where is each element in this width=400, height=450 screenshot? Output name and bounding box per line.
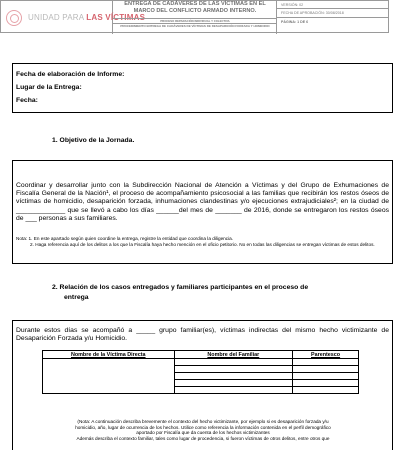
objective-note-1: Nota: 1. En este apartado según quien coordine la entrega, registre la entidad que coordina la diligencia. [16,236,234,241]
objective-paragraph: Coordinar y desarrollar junto con la Subdirección Nacional de Atención a Víctimas y del Grupo de Exhumaciones de Fiscalía General de la Nación¹, el proceso de acompañamiento psicosocial a las familias que recibirán los restos óseos de víctimas de homicidio, desaparición forzada, inhumaciones clandestinas y/o ejecuciones extrajudiciales²; en la ciudad de _____________ que se llevó a cabo los días ______del mes de _______ de 2016, donde se entregaron los restos óseos de ___ personas a sus familiares. [16,182,389,222]
objective-note-2: 2. Haga referencia aquí de los delitos a los que la Fiscalía haya hecho mención en el oficio petitorio. No en todas las diligencias se entregan víctimas de estos delitos. [30,242,375,247]
section-2-heading: 2. Relación de los casos entregados y familiares participantes en el proceso de [52,284,309,291]
logo-cell [1,1,146,34]
table-cell-relationship[interactable] [293,359,359,366]
table-cell-relative[interactable] [174,387,293,394]
document-title: ENTREGA DE CADÁVERES DE LAS VÍCTIMAS EN EL MARCO DEL CONFLICTO ARMADO INTERNO. [113,0,277,19]
table-cell-relative[interactable] [174,359,293,366]
table-header-row [43,351,359,359]
cases-table [42,350,359,394]
cases-paragraph: Durante estos días se acompañó a _____ grupo familiar(es), víctimas indirectas del mismo hecho victimizante de Desaparición Forzada y/u Homicidio. [16,327,389,343]
logo-text: UNIDAD PARA LAS VÍCTIMAS [28,13,146,22]
date-label: Fecha: [16,97,38,104]
column-header-victim: Nombre de la Víctima Directa [43,351,175,359]
column-header-relationship: Parentesco [293,351,359,359]
approval-date: FECHA DE APROBACIÓN: 30/08/2018 [277,9,389,18]
table-cell-relationship[interactable] [293,387,359,394]
table-cell-victim[interactable] [43,359,175,394]
context-note-line-1: (Nota: A continuación describa brevemente el contexto del hecho victimizante, por ejemplo si es desaparición forzada y/u [77,419,329,424]
procedure-name: PROCEDIMIENTO ENTREGA DE CADÁVERES DE VÍCTIMAS DE DESAPARICIÓN FORZADA Y HOMICIDIO [120,24,270,28]
context-note-line-2: homicidio, año, lugar de ocurrencia de los hechos. Utilice como referencia la información contenida en el perfil demográfico [75,424,331,430]
document-header [0,0,389,33]
column-header-relative: Nombre del Familiar [174,351,293,359]
version: VERSIÓN: 02 [277,1,389,9]
section-1-heading: 1. Objetivo de la Jornada. [52,137,135,144]
page-number: PÁGINA: 1 DE 6 [281,20,309,24]
header-title-cell [113,1,277,34]
table-cell-relationship[interactable] [293,373,359,380]
header-meta-cell [277,1,389,34]
context-note-line-3: aportado por Fiscalía que da cuenta de los hechos victimizantes [136,430,270,435]
table-cell-relationship[interactable] [293,380,359,387]
section-2-heading-cont: entrega [64,294,89,301]
report-date-label: Fecha de elaboración de Informe: [16,71,125,78]
process-name: PROCESO REPARACIÓN INDIVIDUAL Y COLECTIVA [113,19,277,24]
logo-emblem-icon [6,10,22,26]
table-cell-relative[interactable] [174,373,293,380]
table-cell-relationship[interactable] [293,366,359,373]
table-cell-relative[interactable] [174,380,293,387]
table-row [43,359,359,366]
table-cell-relative[interactable] [174,366,293,373]
context-note-line-4: Además describa el contexto familiar, tales como lugar de procedencia, si fueron víctimas de otros delitos, entre otros que [76,435,330,441]
delivery-place-label: Lugar de la Entrega: [16,84,82,91]
